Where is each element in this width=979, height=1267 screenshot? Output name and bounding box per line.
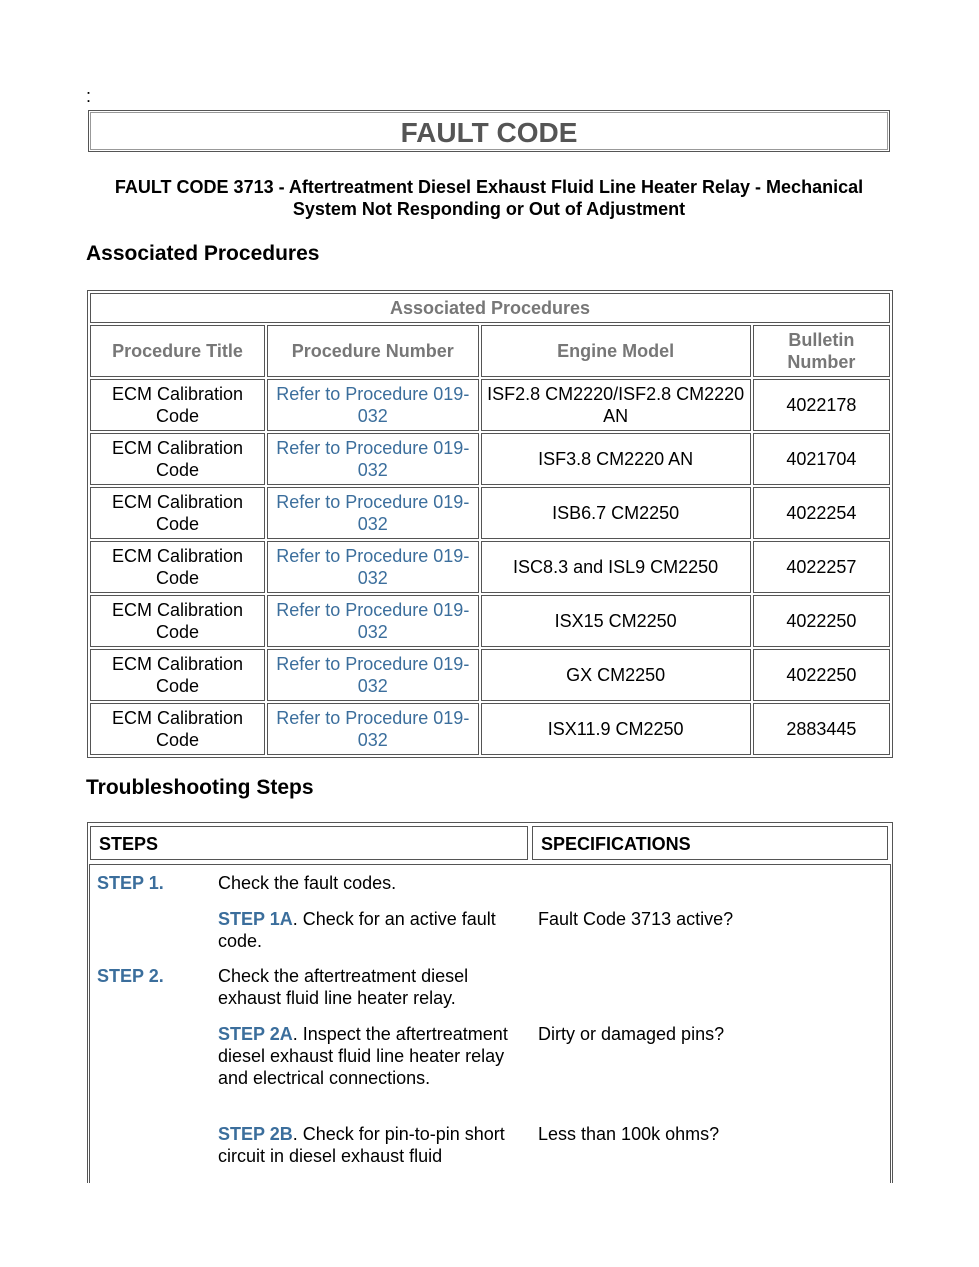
step-2b-label[interactable]: STEP 2B (218, 1124, 293, 1144)
step-2b-spec: Less than 100k ohms? (538, 1124, 720, 1144)
table-row (90, 379, 890, 431)
step-2b-description: . Check for pin-to-pin short circuit in diesel exhaust fluid (218, 1124, 505, 1166)
bulletin-number-cell: 4022250 (753, 649, 890, 701)
table-row (90, 649, 890, 701)
step-2a-spec: Dirty or damaged pins? (538, 1024, 725, 1044)
engine-model-cell: ISX15 CM2250 (481, 595, 751, 647)
bulletin-number-cell: 4022257 (753, 541, 890, 593)
bulletin-number-cell: 4022254 (753, 487, 890, 539)
page-title: FAULT CODE (400, 117, 578, 148)
associated-procedures-table (87, 290, 893, 758)
bulletin-number-cell: 4021704 (753, 433, 890, 485)
procedure-number-cell (267, 595, 479, 647)
page-colon: : (86, 86, 92, 106)
engine-model-cell: GX CM2250 (481, 649, 751, 701)
table-row (90, 595, 890, 647)
procedure-link[interactable]: Refer to Procedure 019-032 (276, 438, 470, 480)
column-header-procedure-number: Procedure Number (267, 325, 479, 377)
procedure-title-cell: ECM Calibration Code (90, 433, 265, 485)
procedure-number-cell (267, 433, 479, 485)
step-2-text: Check the aftertreatment diesel exhaust fluid line heater relay. (218, 966, 469, 1008)
engine-model-cell: ISB6.7 CM2250 (481, 487, 751, 539)
step-1a-description: . Check for an active fault code. (218, 909, 496, 951)
procedure-number-cell (267, 703, 479, 755)
column-header-specifications: SPECIFICATIONS (532, 826, 888, 860)
step-2a-description: . Inspect the aftertreatment diesel exhaust fluid line heater relay and electrical connections. (218, 1024, 508, 1088)
procedure-title-cell: ECM Calibration Code (90, 649, 265, 701)
bulletin-number-cell: 4022250 (753, 595, 890, 647)
procedure-number-cell (267, 379, 479, 431)
table-row (90, 703, 890, 755)
column-header-procedure-title: Procedure Title (90, 325, 265, 377)
bulletin-number-cell: 2883445 (753, 703, 890, 755)
table-row (90, 487, 890, 539)
step-2-label[interactable]: STEP 2. (97, 966, 164, 986)
engine-model-cell: ISF2.8 CM2220/ISF2.8 CM2220 AN (481, 379, 751, 431)
table-caption: Associated Procedures (90, 293, 890, 323)
column-header-bulletin-number: Bulletin Number (753, 325, 890, 377)
step-1a-text (218, 908, 518, 952)
procedure-link[interactable]: Refer to Procedure 019-032 (276, 600, 470, 642)
procedure-link[interactable]: Refer to Procedure 019-032 (276, 654, 470, 696)
engine-model-cell: ISX11.9 CM2250 (481, 703, 751, 755)
procedure-title-cell: ECM Calibration Code (90, 487, 265, 539)
column-header-steps: STEPS (90, 826, 528, 860)
step-2a-label[interactable]: STEP 2A (218, 1024, 293, 1044)
procedure-title-cell: ECM Calibration Code (90, 595, 265, 647)
troubleshooting-steps-heading: Troubleshooting Steps (86, 776, 314, 799)
engine-model-cell: ISC8.3 and ISL9 CM2250 (481, 541, 751, 593)
procedure-title-cell: ECM Calibration Code (90, 541, 265, 593)
procedure-link[interactable]: Refer to Procedure 019-032 (276, 492, 470, 534)
table-row (90, 433, 890, 485)
procedure-link[interactable]: Refer to Procedure 019-032 (276, 546, 470, 588)
procedure-title-cell: ECM Calibration Code (90, 379, 265, 431)
step-2a-text (218, 1023, 518, 1089)
procedure-link[interactable]: Refer to Procedure 019-032 (276, 384, 470, 426)
table-row (90, 541, 890, 593)
procedure-title-cell: ECM Calibration Code (90, 703, 265, 755)
fault-code-header (88, 110, 890, 152)
fault-code-title: FAULT CODE 3713 - Aftertreatment Diesel Exhaust Fluid Line Heater Relay - Mechanical System Not Responding or Out of Adjustment (114, 177, 864, 219)
step-1-text: Check the fault codes. (218, 873, 397, 893)
engine-model-cell: ISF3.8 CM2220 AN (481, 433, 751, 485)
procedure-number-cell (267, 487, 479, 539)
procedure-link[interactable]: Refer to Procedure 019-032 (276, 708, 470, 750)
procedure-number-cell (267, 649, 479, 701)
associated-procedures-heading: Associated Procedures (86, 242, 320, 265)
bulletin-number-cell: 4022178 (753, 379, 890, 431)
column-header-engine-model: Engine Model (481, 325, 751, 377)
step-1-label[interactable]: STEP 1. (97, 873, 164, 893)
procedure-number-cell (267, 541, 479, 593)
step-1a-spec: Fault Code 3713 active? (538, 909, 734, 929)
step-1a-label[interactable]: STEP 1A (218, 909, 293, 929)
step-2b-text (218, 1123, 518, 1167)
